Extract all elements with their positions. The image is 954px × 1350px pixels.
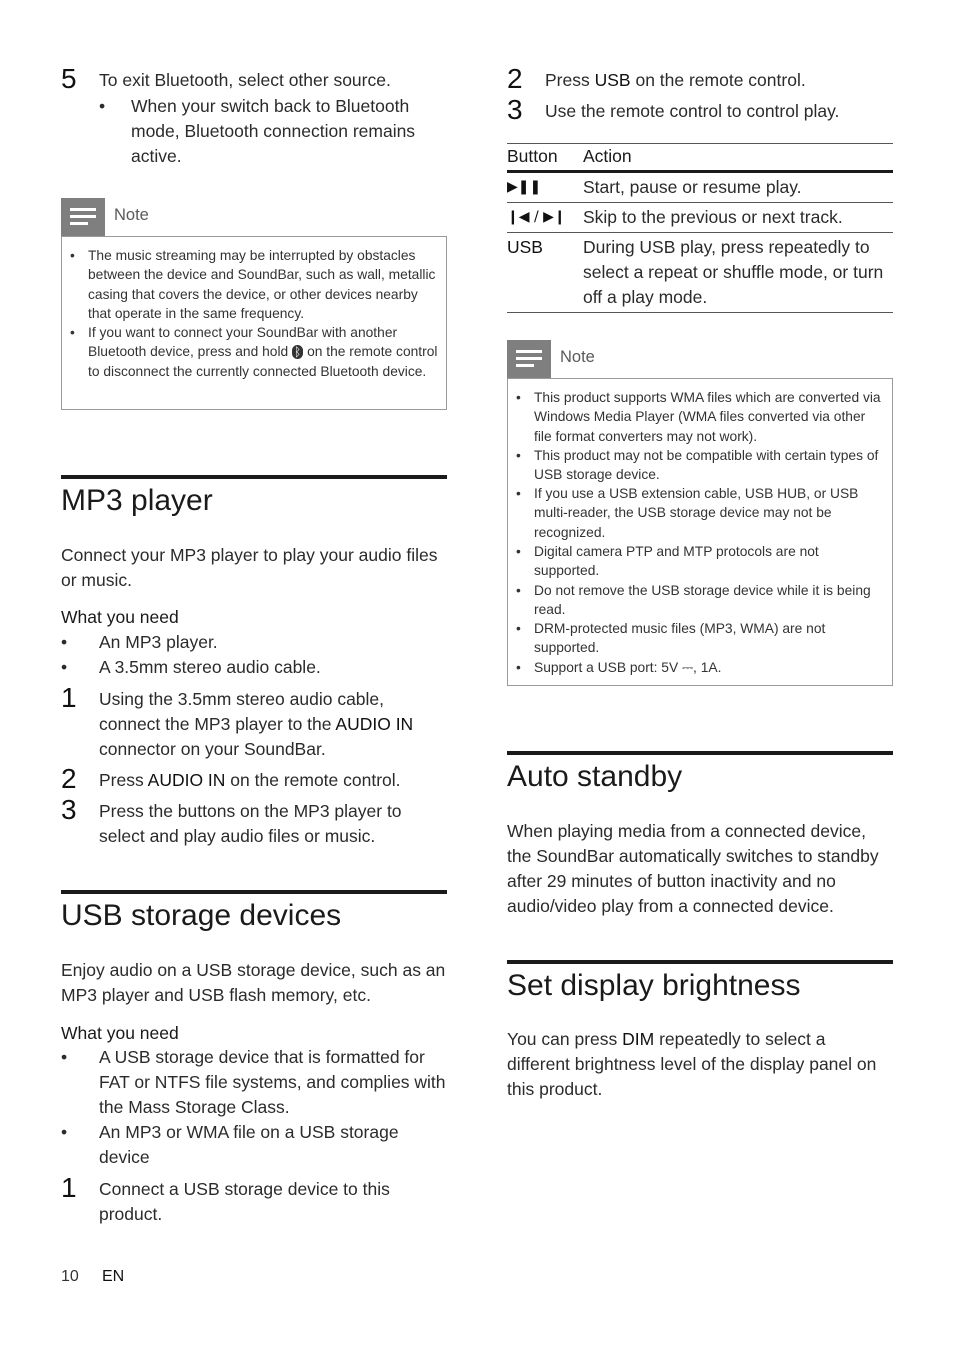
note-icon: [61, 198, 105, 236]
step-1: 1 Connect a USB storage device to this product.: [61, 1172, 390, 1224]
need-item: • An MP3 or WMA file on a USB storage device: [61, 1122, 399, 1167]
note-header: [507, 340, 893, 378]
step-3: 3 Use the remote control to control play.: [507, 94, 840, 125]
play-pause-icon: ▶❚❚: [507, 179, 542, 195]
usb-intro: Enjoy audio on a USB storage device, such as an MP3 player and USB flash memory, etc.: [61, 960, 446, 1005]
table-row: [507, 233, 893, 313]
button-action-table: [507, 143, 893, 313]
table-row: [507, 203, 893, 233]
table-header: Action: [583, 146, 632, 166]
step-2: 2 Press USB on the remote control.: [507, 63, 806, 94]
key-label: DIM: [622, 1029, 655, 1049]
key-label: AUDIO IN: [147, 770, 226, 790]
table-cell: Start, pause or resume play.: [583, 177, 802, 197]
section-title-mp3: MP3 player: [61, 484, 213, 517]
note-box: • This product supports WMA files which are converted via Windows Media Player (WMA files converted via other file format converters may not work). • This product may not be compatible with certain types of USB storage device. • If you use a USB extension cable, USB HUB, or USB multi-reader, the USB storage device may not be recognized. • Digital camera PTP and MTP protocols are not supported. • Do not remove the USB storage device while it is being read. • DRM-protected music files (MP3, WMA) are not supported. • Support a USB port: 5V ⎓, 1A.: [507, 378, 893, 686]
need-item: • A 3.5mm stereo audio cable.: [61, 657, 321, 677]
note-label: Note: [560, 348, 595, 366]
step-3: 3 Press the buttons on the MP3 player to select and play audio files or music.: [61, 794, 402, 846]
note-icon: [507, 340, 551, 378]
step-number: 5: [61, 63, 77, 94]
step-text: To exit Bluetooth, select other source.: [99, 70, 391, 90]
bluetooth-icon: ᛒ: [294, 345, 302, 360]
section-rule: [61, 475, 447, 479]
note-text: on the remote control to disconnect the currently connected Bluetooth device.: [88, 344, 438, 379]
section-title-brightness: Set display brightness: [507, 969, 801, 1002]
table-row: [507, 172, 893, 203]
need-item: • A USB storage device that is formatted for FAT or NTFS file systems, and complies with the Mass Storage Class.: [61, 1047, 446, 1117]
section-rule: [507, 960, 893, 964]
step-1: 1 Using the 3.5mm stereo audio cable, connect the MP3 player to the AUDIO IN connector on your SoundBar.: [61, 682, 414, 759]
table-header: Button: [507, 146, 558, 166]
table-cell: USB: [507, 237, 543, 257]
mp3-intro: Connect your MP3 player to play your audio files or music.: [61, 545, 438, 590]
note-box: • The music streaming may be interrupted by obstacles between the device and SoundBar, such as wall, metallic casing that covers the device, or other devices nearby that operate in the same frequency. • If you want to connect your SoundBar with another Bluetooth device, press and hold ᛒ on the remote control to disconnect the currently connected Bluetooth device.: [61, 236, 447, 410]
step-2: 2 Press AUDIO IN on the remote control.: [61, 763, 401, 794]
prev-next-icon: ❙◀ / ▶❙: [507, 209, 566, 225]
section-title-usb: USB storage devices: [61, 899, 342, 932]
standby-text: When playing media from a connected device, the SoundBar automatically switches to standby after 29 minutes of button inactivity and no audio/video play from a connected device.: [507, 821, 879, 916]
what-you-need-label: What you need: [61, 607, 179, 627]
need-item: • An MP3 player.: [61, 632, 218, 652]
key-label: USB: [594, 70, 631, 90]
note-label: Note: [114, 206, 149, 224]
table-cell: Skip to the previous or next track.: [583, 207, 843, 227]
table-header-row: [507, 144, 893, 172]
bullet-text: When your switch back to Bluetooth mode, Bluetooth connection remains active.: [131, 96, 416, 166]
section-rule: [507, 751, 893, 755]
section-rule: [61, 890, 447, 894]
note-text: If you want to connect your SoundBar with another Bluetooth device, press and hold: [88, 325, 398, 360]
language-label: EN: [102, 1268, 125, 1285]
table-cell: During USB play, press repeatedly to select a repeat or shuffle mode, or turn off a play mode.: [583, 237, 884, 307]
step-5: [61, 63, 447, 94]
page-number: 10: [61, 1268, 79, 1285]
what-you-need-label: What you need: [61, 1023, 179, 1043]
key-label: AUDIO IN: [335, 714, 414, 734]
section-title-standby: Auto standby: [507, 760, 683, 793]
bullet-item: • When your switch back to Bluetooth mode, Bluetooth connection remains active.: [99, 94, 447, 169]
brightness-text: You can press DIM repeatedly to select a different brightness level of the display panel on this product.: [507, 1029, 877, 1099]
note-header: [61, 198, 447, 236]
